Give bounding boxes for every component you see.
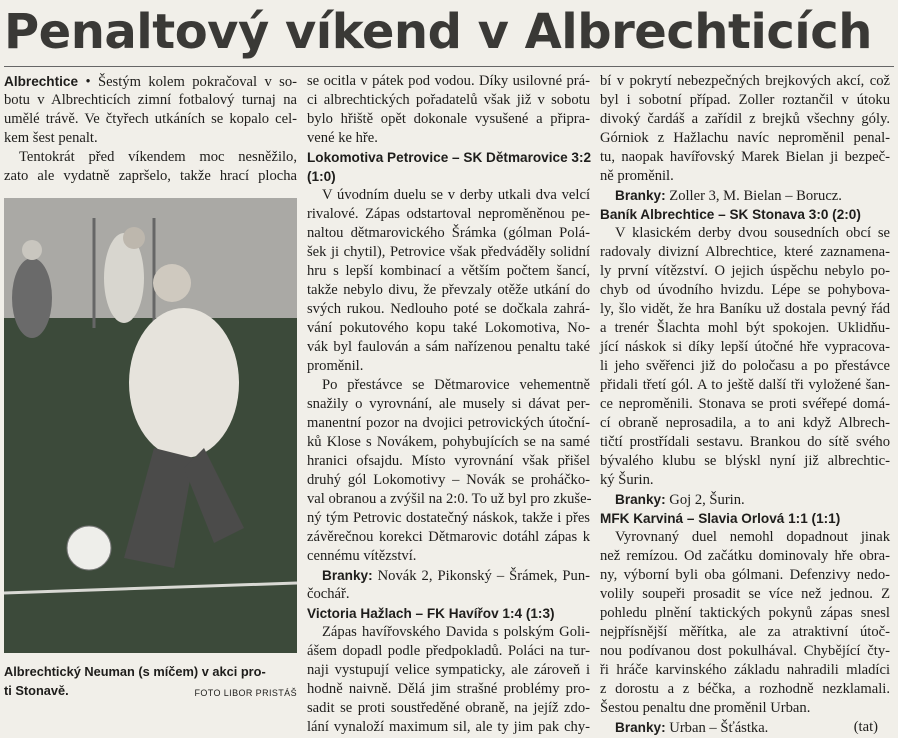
match-title: MFK Karviná – Slavia Orlová 1:1 (1:1) bbox=[600, 511, 841, 526]
body-line: Tentokrát před víkendem moc nesněžilo, bbox=[19, 149, 297, 165]
body-line: hodně naivně. Dělá jim strašné problémy pro- bbox=[307, 681, 590, 697]
photo-credit: FOTO LIBOR PRISTÁŠ bbox=[194, 688, 297, 698]
body-line: ně proměnil. bbox=[600, 168, 674, 184]
match-photo-illustration bbox=[4, 198, 297, 653]
column-1 bbox=[4, 72, 297, 186]
body-line: cí obraně neprosadila, a to ani když Albrech- bbox=[600, 415, 890, 431]
body-line: cennému vítězství. bbox=[307, 548, 417, 564]
body-line: lání vynaloží maximum sil, ale ty jim pak chy- bbox=[307, 719, 590, 735]
body-line: Zápas havířovského Davida s polským Goli- bbox=[322, 624, 590, 640]
body-line: proměnil. bbox=[307, 358, 364, 374]
body-line: ce neproměnili. Stonava se proti svéřepé domá- bbox=[600, 396, 890, 412]
body-line: ný tým Petrovic dostatečný náskok, takže i přes bbox=[307, 510, 590, 526]
scorers-label: Branky: bbox=[615, 492, 666, 507]
body-line: V úvodním duelu se v derby utkali dva velcí bbox=[322, 187, 590, 203]
body-line: bylo hřiště opět dokonale vysušené a připra- bbox=[307, 111, 590, 127]
body-line: byl i sobotní případ. Zoller roztančil v útoku bbox=[600, 92, 890, 108]
body-line: nejpřísnější měřítka, ale za atraktivní útoč- bbox=[600, 624, 890, 640]
scorers-label: Branky: bbox=[615, 188, 666, 203]
body-line: radovaly divizní Albrechtice, které zaznamena- bbox=[600, 244, 890, 260]
body-line: ly první vítězství. O jejich úspěchu nebylo po- bbox=[600, 263, 890, 279]
body-line: se ocitla v pátek pod vodou. Díky usilovné prá- bbox=[307, 73, 590, 89]
match-title: Victoria Hažlach – FK Havířov 1:4 (1:3) bbox=[307, 606, 555, 621]
body-line: divoký čardáš a zařídil z brejků všechny góly. bbox=[600, 111, 890, 127]
body-line: Po přestávce se Dětmarovice vehementně bbox=[322, 377, 590, 393]
body-line: volily soupeři prosadit se více než jednou. Z bbox=[600, 586, 890, 602]
match-title: (1:0) bbox=[307, 169, 336, 184]
body-line: z dorostu a z béčka, a rozhodně nezklamali. bbox=[600, 681, 890, 697]
body-line: přidali třetí gól. A to ještě další tři vyložené šan- bbox=[600, 377, 890, 393]
headline: Penaltový víkend v Albrechticích bbox=[4, 4, 872, 60]
body-line: Górniok z Hažlachu navíc neproměnil penal- bbox=[600, 130, 890, 146]
body-line: Šestou penaltu dne proměnil Urban. bbox=[600, 700, 811, 716]
body-line: li jeho svěřenci již do poločasu a po přestávce bbox=[600, 358, 890, 374]
photo-caption bbox=[4, 662, 297, 703]
body-line: a trenér Šlachta mohl být spokojen. Uklidňu- bbox=[600, 320, 890, 336]
match-title: Baník Albrechtice – SK Stonava 3:0 (2:0) bbox=[600, 207, 861, 222]
body-line: V klasickém derby dvou sousedních obcí se bbox=[615, 225, 890, 241]
body-line: takže nebylo divu, že převzaly otěže utkání do bbox=[307, 282, 590, 298]
scorers-line: Branky: Zoller 3, M. Bielan – Borucz. bbox=[615, 188, 842, 204]
body-line: než remízou. Od začátku dominovaly hře obra- bbox=[600, 548, 890, 564]
body-line: svých rukou. Nedlouho poté se dočkala zahrá- bbox=[307, 301, 590, 317]
body-line: ny, výborní byli oba gólmani. Defenzivy nedo- bbox=[600, 567, 890, 583]
lead-line: kem šest penalt. bbox=[4, 130, 98, 146]
column-2 bbox=[307, 72, 590, 737]
body-line: ášem dopadl podle předpokladů. Poláci na tur- bbox=[307, 643, 590, 659]
lead-line: Albrechtice • Šestým kolem pokračoval v so- bbox=[4, 74, 297, 90]
author-initials: (tat) bbox=[853, 719, 878, 735]
body-line: druhý gól Lokomotivy – Novák se proháčko- bbox=[307, 472, 590, 488]
body-line: ků Klose s Novákem, pohybujících se na samé bbox=[307, 434, 590, 450]
caption-line: ti Stonavě. FOTO LIBOR PRISTÁŠ bbox=[4, 681, 297, 700]
body-line: snažily o vyrovnání, ale musely si dávat per- bbox=[307, 396, 590, 412]
body-line: bí v pokrytí nebezpečných brejkových akcí, což bbox=[600, 73, 890, 89]
scorers-line: Branky: Goj 2, Šurin. bbox=[615, 492, 745, 508]
body-line: naltou dětmarovického Šrámka (gólman Polá- bbox=[307, 225, 590, 241]
body-line: nou podívanou dost pokulhával. Chybějící čty- bbox=[600, 643, 890, 659]
body-line: rivalové. Zápas odstartoval neproměněnou pe- bbox=[307, 206, 590, 222]
match-title: Lokomotiva Petrovice – SK Dětmarovice 3:2 bbox=[307, 150, 592, 165]
scorers-label: Branky: bbox=[322, 568, 373, 583]
body-line: naji vystupují velice sympaticky, ale zároveň i bbox=[307, 662, 590, 678]
body-line: ři hráče karvinského základu nahradili mladíci bbox=[600, 662, 890, 678]
body-line: val obranou a zvýšil na 2:0. To už byl pro zkuše- bbox=[307, 491, 592, 507]
body-line: pohledu plnění taktických pokynů zápas snesl bbox=[600, 605, 890, 621]
body-line: zato ale vydatně zapršelo, takže hrací plocha bbox=[4, 168, 297, 184]
body-line: vák byl faulován a sám nařízenou penaltu také bbox=[307, 339, 590, 355]
body-line: sadit se proti soustředěné obraně, na jejíž zdo- bbox=[307, 700, 590, 716]
body-line: Vyrovnaný duel nemohl dopadnout jinak bbox=[615, 529, 890, 545]
body-line: tičtí prostřídali sestavu. Brankou do sítě svého bbox=[600, 434, 890, 450]
body-line: bývalého klubu se blýskl nyní již albrechtic- bbox=[600, 453, 890, 469]
body-line: ci albrechtických pořadatelů však již v sobotu bbox=[307, 92, 590, 108]
body-line: vené ke hře. bbox=[307, 130, 378, 146]
column-3 bbox=[600, 72, 890, 737]
scorers-label: Branky: bbox=[615, 720, 666, 735]
scorers-line: Branky: Novák 2, Pikonský – Šrámek, Pun- bbox=[322, 568, 590, 584]
body-line: ly, šlo vidět, že hra Baníku už dostala pevný řád bbox=[600, 301, 890, 317]
dateline: Albrechtice bbox=[4, 74, 79, 89]
body-line: ký Šurin. bbox=[600, 472, 654, 488]
body-line: vání pokutového kopu také Lokomotiva, No- bbox=[307, 320, 590, 336]
scorers-line: Branky: Urban – Šťástka. (tat) bbox=[615, 719, 878, 736]
body-line: závěrečnou korekci Dětmarovic dotáhl zápas k bbox=[307, 529, 590, 545]
body-line: jící náskok si díky lepší útočné hře vypracova- bbox=[600, 339, 890, 355]
lead-line: umělé trávě. Ve čtyřech utkáních se kopalo cel- bbox=[4, 111, 297, 127]
caption-line: Albrechtický Neuman (s míčem) v akci pro- bbox=[4, 664, 266, 679]
body-line: chyb od úvodního hvizdu. Lépe se pohybova- bbox=[600, 282, 890, 298]
body-line: manentní pozor na dvojici petrovických útoční- bbox=[307, 415, 590, 431]
match-photo bbox=[4, 198, 297, 653]
scorers-line: čochář. bbox=[307, 586, 350, 602]
body-line: šek ji chytil), Petrovice však předváděly solidní bbox=[307, 244, 590, 260]
headline-rule bbox=[4, 66, 894, 67]
lead-line: botu v Albrechticích zimní fotbalový turnaj na bbox=[4, 92, 297, 108]
body-line: hru s lepší kombinací a větším počtem šancí, bbox=[307, 263, 590, 279]
body-line: hranici ofsajdu. Místo vyrovnání však přišel bbox=[307, 453, 590, 469]
body-line: tu, naopak havířovský Marek Bielan ji bezpeč- bbox=[600, 149, 890, 165]
